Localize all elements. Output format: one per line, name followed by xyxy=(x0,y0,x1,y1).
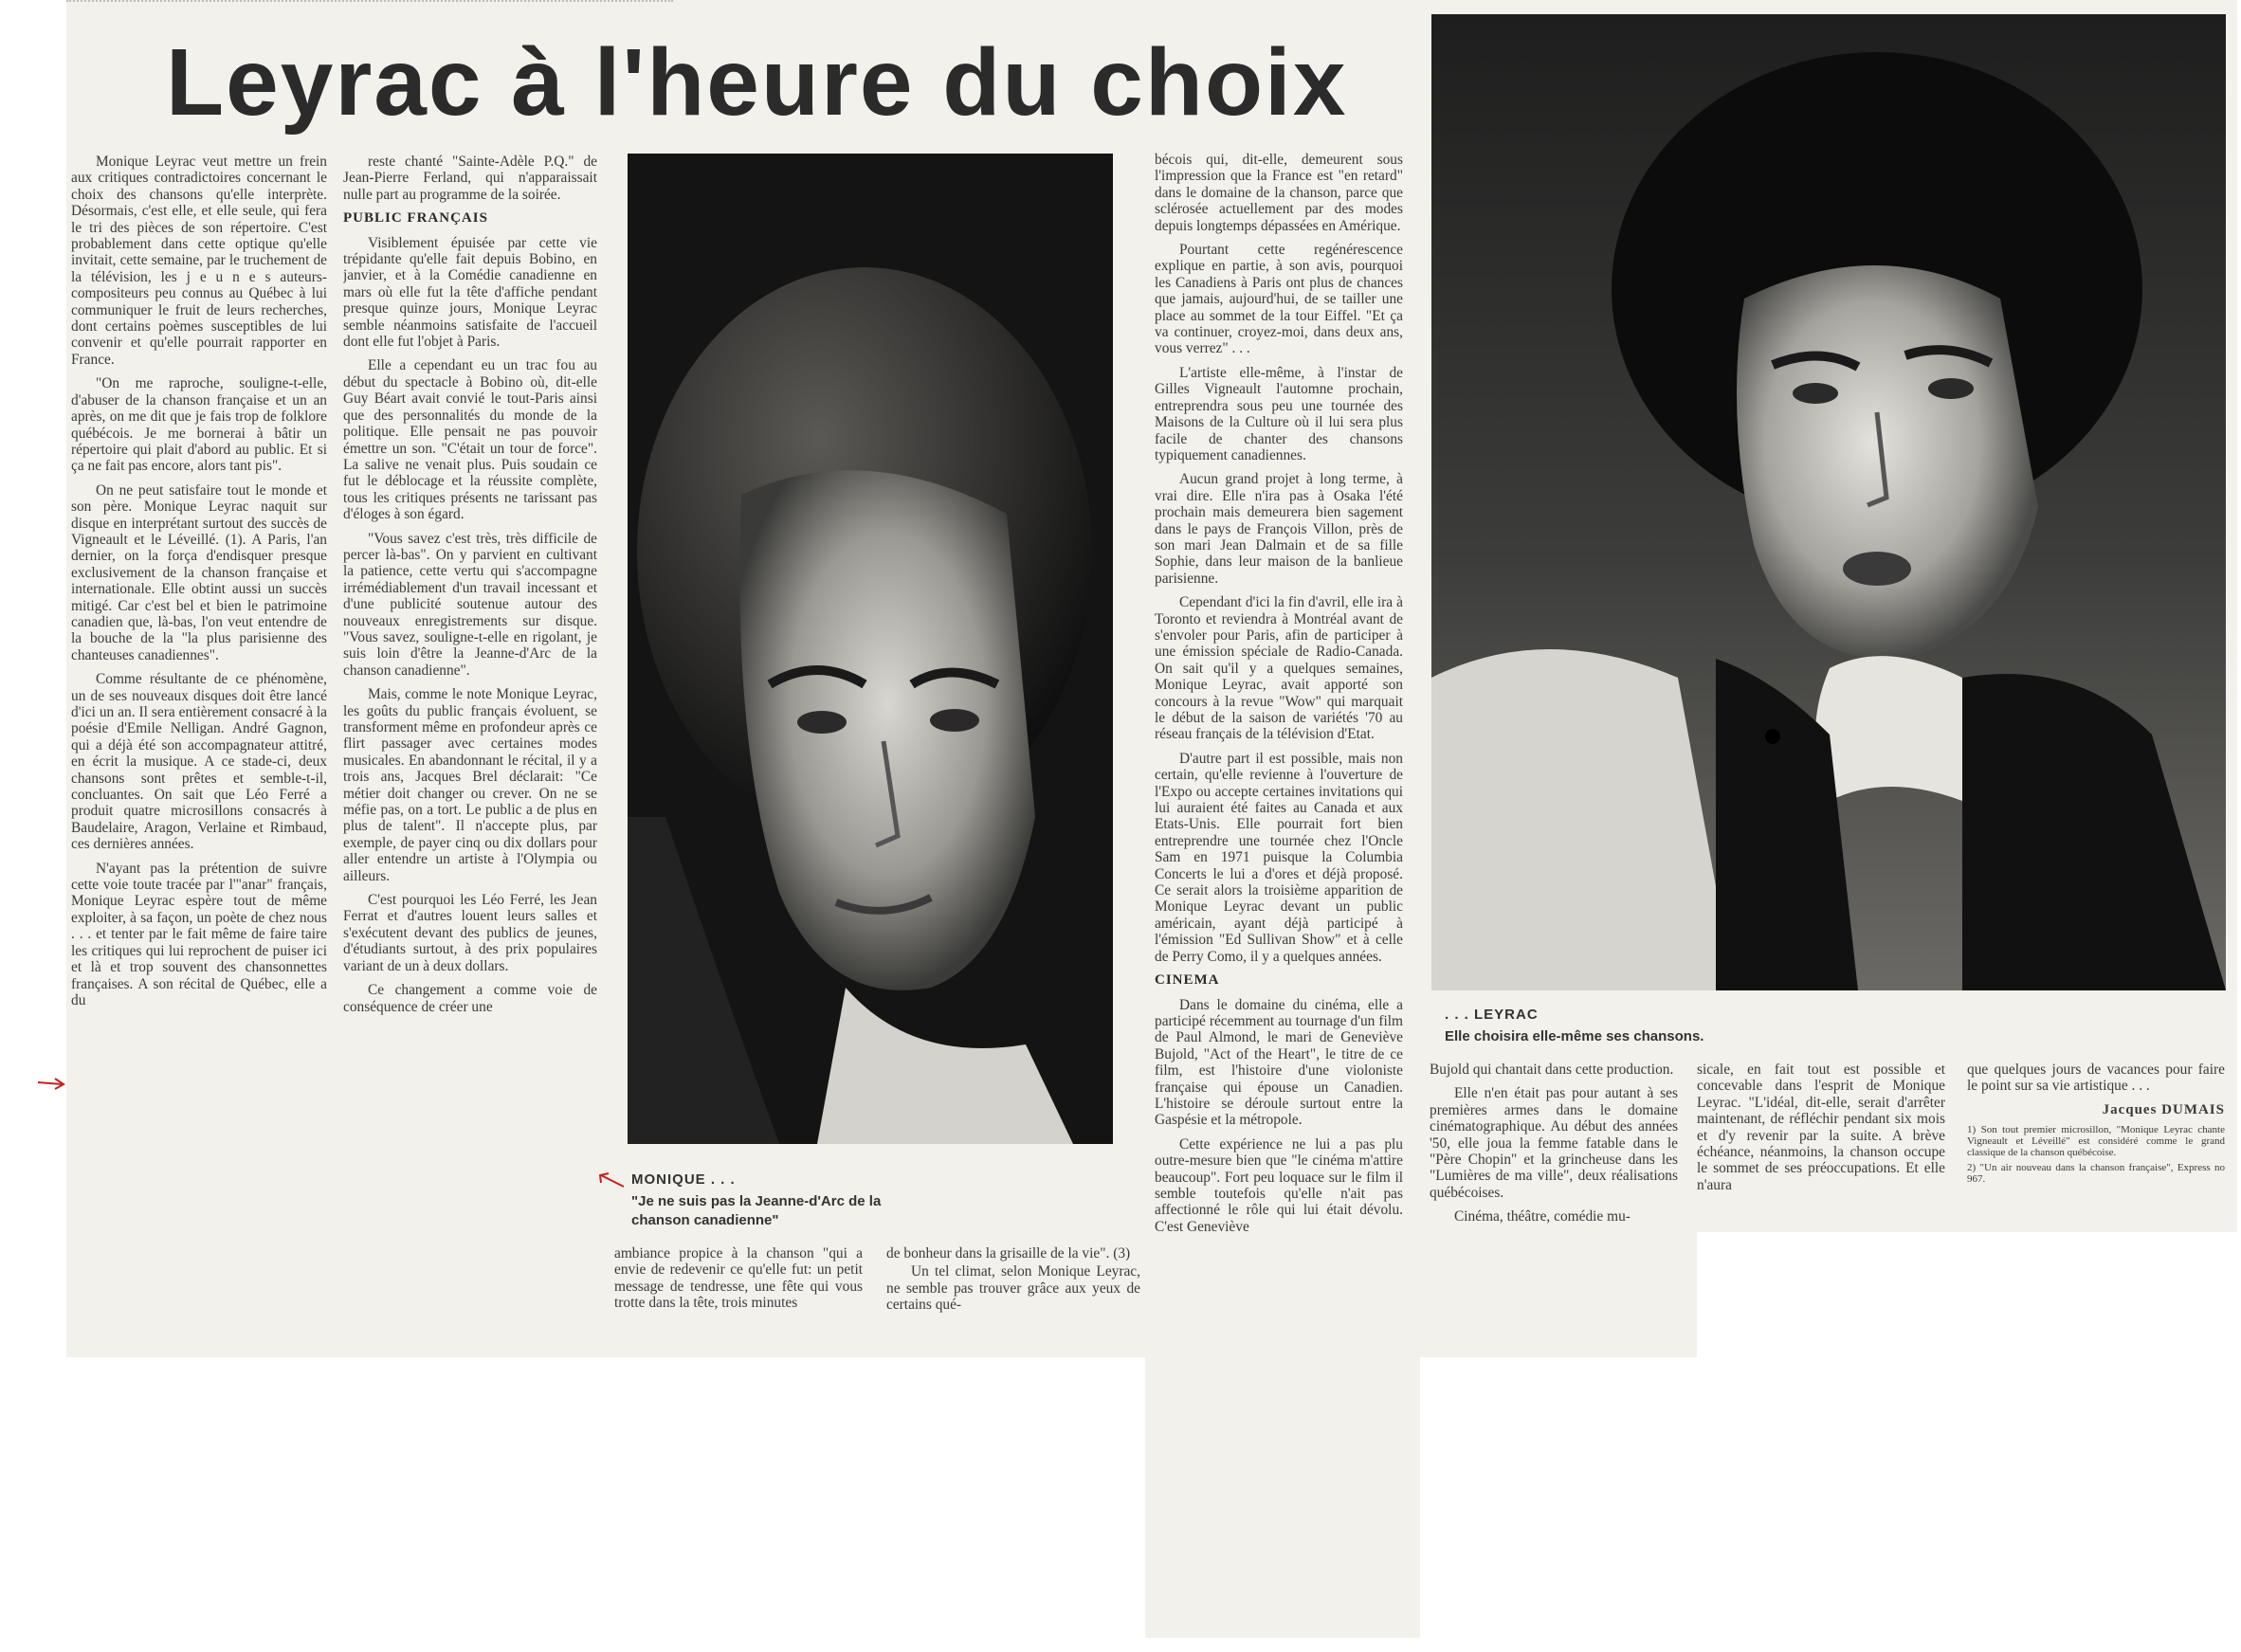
photo1-caption-text: "Je ne suis pas la Jeanne-d'Arc de la chanson canadienne" xyxy=(631,1193,882,1228)
paragraph: sicale, en fait tout est possible et concevable dans l'esprit de Monique Leyrac. "L'idéal, dit-elle, serait d'arrêter maintenant, de réfléchir pendant six mois et d'y revenir par la suite. A brève échéance, néanmoins, la chanson occupe le sommet de ses préoccupations. Et elle n'aura xyxy=(1697,1062,1945,1193)
paragraph: Cependant d'ici la fin d'avril, elle ira à Toronto et reviendra à Montréal avant de s'envoler pour Paris, afin de participer à une émission spéciale de Radio-Canada. On sait qu'il y a quelques semaines, Monique Leyrac, avait apporté son concours à la revue "Wow" qui marquait le début de la saison de variétés '70 au réseau français de la télévision d'Etat. xyxy=(1155,594,1403,743)
headline: Leyrac à l'heure du choix xyxy=(166,29,1348,136)
paragraph: que quelques jours de vacances pour faire le point sur sa vie artistique . . . xyxy=(1967,1062,2225,1095)
photo1-caption-label: MONIQUE . . . xyxy=(631,1171,736,1188)
paragraph: N'ayant pas la prétention de suivre cette voie toute tracée par l'"anar" français, Monique Leyrac espère tout de même exploiter, à sa façon, un poète de chez nous . . . et tenter par le fait même de faire taire les critiques qui lui reprochent de puiser ici et là et trop souvent des chansonnettes françaises. A son récital de Québec, elle a du xyxy=(71,860,327,1008)
subheading-public-francais: PUBLIC FRANÇAIS xyxy=(343,210,488,227)
paragraph: ambiance propice à la chanson "qui a envie de redevenir ce qu'elle fut: un petit message de tendresse, une fête qui vous trotte dans la tête, trois minutes xyxy=(614,1245,863,1312)
paragraph: reste chanté "Sainte-Adèle P.Q." de Jean-Pierre Ferland, qui n'apparaissait nulle part au programme de la soirée. xyxy=(343,154,597,203)
photo2-caption-label: . . . LEYRAC xyxy=(1445,1007,1539,1023)
column-4 xyxy=(1155,152,1403,1636)
column-2 xyxy=(343,154,597,1348)
subheading-cinema: CINEMA xyxy=(1155,972,1220,989)
paragraph: On ne peut satisfaire tout le monde et son père. Monique Leyrac naquit sur disque en interprétant surtout des succès de Vigneault et le Léveillé. (1). A Paris, l'an dernier, on la força d'endisquer presque exclusivement de la chanson française et internationale. Elle obtint aussi un succès mitigé. Car c'est bel et bien le patrimoine canadien que, là-bas, l'on veut entendre de la bouche de la "la plus parisienne des chanteuses canadiennes". xyxy=(71,481,327,663)
paragraph: Mais, comme le note Monique Leyrac, les goûts du public français évoluent, se transforment même en profondeur après ce flirt passager avec certaines modes musicales. En abandonnant le récital, il y a trois ans, Jacques Brel déclarait: "Ce métier doit changer ou crever. On ne se méfie pas, on a tort. Le public a de plus en plus de talent". Il n'accepte plus, par exemple, de payer cinq ou dix dollars pour aller entendre un artiste à l'Olympia ou ailleurs. xyxy=(343,686,597,884)
paragraph: Un tel climat, selon Monique Leyrac, ne semble pas trouver grâce aux yeux de certains qué- xyxy=(886,1263,1140,1314)
paragraph: "Vous savez c'est très, très difficile de percer là-bas". On y parvient en cultivant la patience, cette vertu qui s'accompagne irrémédiablement d'un travail incessant et d'une publicité soutenue autour des nouveaux enregistrements sur disque. "Vous savez, souligne-t-elle en rigolant, je suis loin d'être la Jeanne-d'Arc de la chanson canadienne". xyxy=(343,530,597,679)
paragraph: L'artiste elle-même, à l'instar de Gilles Vigneault l'automne prochain, entreprendra sous peu une tournée des Maisons de la Culture où il lui sera plus facile de chanter des chansons typiquement canadiennes. xyxy=(1155,364,1403,463)
footnotes xyxy=(1967,1124,2225,1185)
portrait-image xyxy=(1431,14,2226,990)
paragraph: Visiblement épuisée par cette vie trépidante qu'elle fait depuis Bobino, en janvier, et à la Comédie canadienne en mars où elle fut la tête d'affiche pendant presque quinze jours, Monique Leyrac semble néanmoins satisfaite de l'accueil dont elle fut l'objet à Paris. xyxy=(343,234,597,351)
column-3-bottom-left xyxy=(614,1245,863,1346)
paragraph: Elle n'en était pas pour autant à ses premières armes dans le domaine cinématographique. Au début des années '50, elle joua la femme fatable dans le "Père Chopin" et la grincheuse dans les "Lumières de ma ville", deux réalisations québécoises. xyxy=(1430,1085,1678,1201)
footnote: 2) "Un air nouveau dans la chanson française", Express no 967. xyxy=(1967,1162,2225,1186)
paragraph: C'est pourquoi les Léo Ferré, les Jean Ferrat et d'autres louent leurs salles et s'exécutent devant des publics de jeunes, d'étudiants surtout, à des prix populaires variant de un à deux dollars. xyxy=(343,892,597,974)
paragraph: Cinéma, théâtre, comédie mu- xyxy=(1454,1208,1631,1225)
photo-monique-portrait xyxy=(628,154,1113,1144)
column-3-bottom-right xyxy=(886,1245,1140,1346)
paragraph: de bonheur dans la grisaille de la vie". (3) xyxy=(886,1245,1131,1262)
column-5 xyxy=(1430,1062,1678,1308)
byline: Jacques DUMAIS xyxy=(2102,1101,2225,1117)
column-1 xyxy=(71,154,327,1348)
paragraph: Elle a cependant eu un trac fou au début du spectacle à Bobino où, dit-elle Guy Béart avait convié le tout-Paris ainsi que des personnalités du monde de la politique. Elle pensait ne pas pouvoir émettre un son. "C'était un tour de force". La salive ne venait plus. Puis soudain ce fut le déblocage et la réussite complète, tous les critiques présents ne tarissant pas d'éloges à son égard. xyxy=(343,357,597,523)
paragraph: Dans le domaine du cinéma, elle a participé récemment au tournage d'un film de Paul Almond, le mari de Geneviève Bujold, "Act of the Heart", le titre de ce film, est l'histoire d'une violoniste française qui épouse un Canadien. L'histoire se déroule surtout entre la Gaspésie et la métropole. xyxy=(1155,996,1403,1129)
portrait-image xyxy=(628,154,1113,1144)
margin-arrow-icon xyxy=(597,1170,626,1190)
top-border xyxy=(66,0,673,6)
paragraph: Cette expérience ne lui a pas plu outre-mesure bien que "le cinéma m'attire beaucoup". Fort peu loquace sur le film il semble toutefois qu'elle n'ait pas affectionné le rôle qui lui était dévolu. C'est Geneviève xyxy=(1155,1135,1403,1235)
paragraph: bécois qui, dit-elle, demeurent sous l'impression que la France est "en retard" dans le domaine de la chanson, parce que sclérosée actuellement par des modes depuis longtemps dépassées en Amérique. xyxy=(1155,152,1403,234)
paragraph: Aucun grand projet à long terme, à vrai dire. Elle n'ira pas à Osaka l'été prochain mais demeurera bien sagement dans le pays de François Villon, près de son mari Jean Dalmain et de sa fille Sophie, dans leur maison de la banlieue parisienne. xyxy=(1155,471,1403,587)
paragraph: Ce changement a comme voie de conséquence de créer une xyxy=(343,982,597,1015)
photo-leyrac-portrait xyxy=(1431,14,2226,990)
paragraph: D'autre part il est possible, mais non certain, qu'elle revienne à l'ouverture de l'Expo ou accepte certaines invitations qui lui auraient été faites au Canada et aux Etats-Unis. Elle pourrait fort bien entreprendre une tournée chez l'Oncle Sam en 1971 puisque la Columbia Concerts le lui a d'ores et déjà proposé. Ce serait alors la troisième apparition de Monique Leyrac devant un public américain, ayant déjà participé à l'émission "Ed Sullivan Show" et à celle de Perry Como, il y a quelques années. xyxy=(1155,750,1403,965)
column-6 xyxy=(1697,1062,1945,1223)
paragraph: Monique Leyrac veut mettre un frein aux critiques contradictoires concernant le choix des chansons qu'elle interprète. Désormais, c'est elle, et elle seule, qui fera le tri des pièces de son répertoire. C'est probablement dans cette optique qu'elle invitait, cette semaine, par le truchement de la télévision, les j e u n e s auteurs-compositeurs peu connus au Québec à lui communiquer le fruit de leurs recherches, dont certains poèmes susceptibles de lui convenir et qu'elle pourrait rapporter en France. xyxy=(71,154,327,368)
paragraph: "On me raproche, souligne-t-elle, d'abuser de la chanson française et un an après, on me dit que je fais trop de folklore québécois. Je me bornerai à bâtir un répertoire qui plait d'abord au public. Et si ça ne fait pas encore, alors tant pis". xyxy=(71,375,327,475)
paragraph: Pourtant cette regénérescence explique en partie, à son avis, pourquoi les Canadiens à Paris ont plus de chances que jamais, aujourd'hui, de se tailler une place au sommet de la tour Eiffel. "Et ça va continuer, croyez-moi, dans deux ans, vous verrez" . . . xyxy=(1155,242,1403,357)
paragraph: Comme résultante de ce phénomène, un de ses nouveaux disques doit être lancé d'ici un an. Il sera entièrement consacré à la poésie d'Emile Nelligan. André Gagnon, qui a déjà été son accompagnateur attitré, en écrit la musique. A ce stade-ci, deux chansons sont prêtes et semble-t-il, concluantes. On sait que Léo Ferré a produit quatre microsillons consacrés à Baudelaire, Aragon, Verlaine et Rimbaud, ces dernières années. xyxy=(71,671,327,853)
column-7 xyxy=(1967,1062,2225,1228)
paragraph: Bujold qui chantait dans cette production. xyxy=(1430,1062,1674,1078)
margin-arrow-icon xyxy=(36,1073,66,1092)
photo2-caption-text: Elle choisira elle-même ses chansons. xyxy=(1445,1028,1704,1044)
footnote: 1) Son tout premier microsillon, "Monique Leyrac chante Vigneault et Léveillé" est considéré comme le grand classique de la chanson québécoise. xyxy=(1967,1124,2225,1159)
